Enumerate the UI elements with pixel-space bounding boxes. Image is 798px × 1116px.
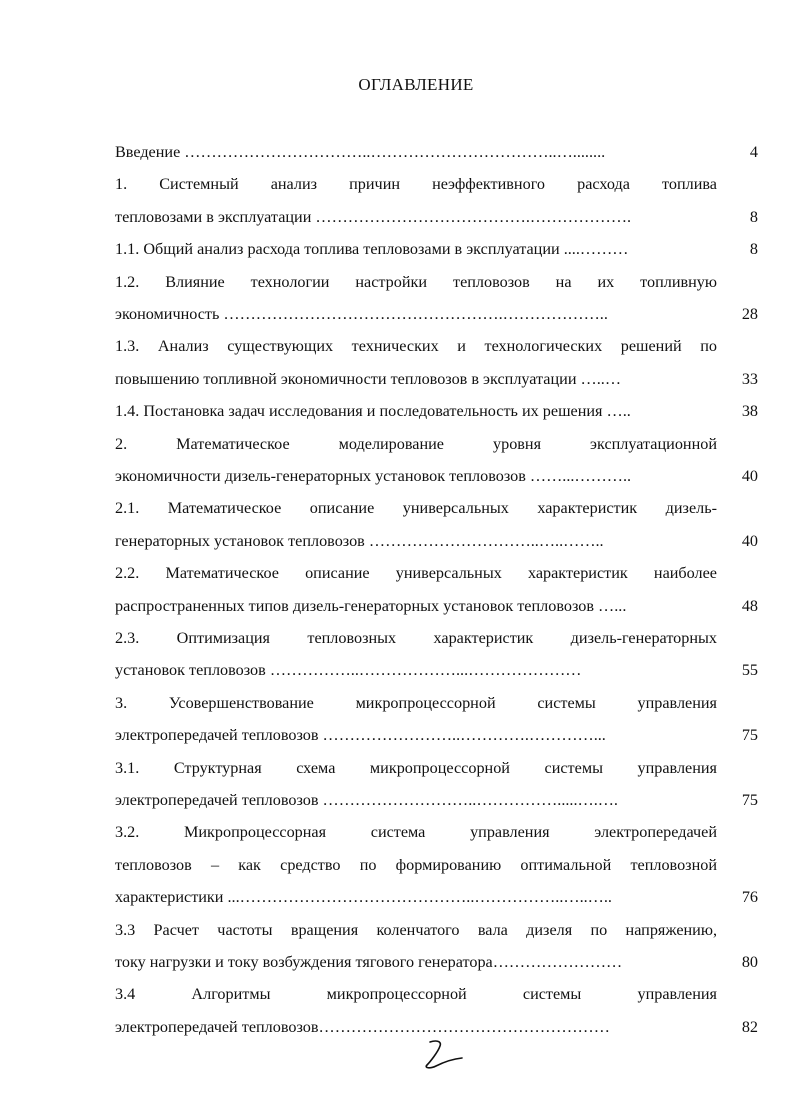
- toc-page-number: 28: [741, 305, 758, 323]
- toc-page-number: 75: [741, 791, 758, 809]
- toc-entry-line: тепловозов – как средство по формированию оптимальной тепловозной: [115, 855, 717, 874]
- toc-entry-line: 1.2. Влияние технологии настройки тепловозов на их топливную: [115, 272, 717, 291]
- toc-entry-last-line: 1.4. Постановка задач исследования и последовательность их решения …..: [115, 402, 631, 421]
- toc-entry-line: 3.3 Расчет частоты вращения коленчатого вала дизеля по напряжению,: [115, 920, 717, 939]
- toc-page-number: 48: [741, 596, 758, 615]
- toc-entry-last-line: току нагрузки и току возбуждения тягового генератора……………………: [115, 953, 623, 971]
- toc-entry-last-line: электропередачей тепловозов………………………………………………: [115, 1017, 610, 1036]
- toc-entry-line: 3.4 Алгоритмы микропроцессорной системы управления: [115, 985, 717, 1004]
- toc-entry-line: 2. Математическое моделирование уровня эксплуатационной: [115, 434, 717, 453]
- toc-page-number: 55: [741, 661, 758, 680]
- toc-entry-last-line: распространенных типов дизель-генераторных установок тепловозов …...: [115, 596, 627, 615]
- toc-entry-last-line: экономичности дизель-генераторных установок тепловозов ……...………..: [115, 467, 632, 485]
- toc-page-number: 76: [741, 888, 758, 907]
- toc-entry-line: 1. Системный анализ причин неэффективного расхода топлива: [115, 175, 717, 194]
- toc-entry-line: 3.1. Структурная схема микропроцессорной системы управления: [115, 758, 717, 777]
- toc-entry-last-line: установок тепловозов ……………..………………...…………………: [115, 661, 582, 680]
- toc-page-number: 8: [749, 207, 758, 226]
- toc-entry-last-line: экономичность …………………………………………….………………..: [115, 305, 608, 323]
- toc-entry-line: 2.3. Оптимизация тепловозных характеристик дизель-генераторных: [115, 629, 717, 647]
- toc-page-number: 40: [741, 531, 758, 550]
- toc-entry-line: 1.3. Анализ существующих технических и технологических решений по: [115, 337, 717, 356]
- toc-entry-last-line: повышению топливной экономичности тепловозов в эксплуатации …..…: [115, 369, 622, 388]
- toc-page-number: 80: [741, 953, 758, 971]
- toc-entry-last-line: электропередачей тепловозов ………………………..…………….....….….: [115, 791, 618, 809]
- toc-entry-line: 3.2. Микропроцессорная система управления электропередачей: [115, 823, 717, 842]
- toc-entry-last-line: электропередачей тепловозов ……………………..………….…………...: [115, 726, 606, 745]
- toc-page-number: 8: [749, 240, 758, 259]
- toc-entry-line: 2.1. Математическое описание универсальных характеристик дизель-: [115, 499, 717, 518]
- toc-entry-line: 3. Усовершенствование микропроцессорной системы управления: [115, 693, 717, 712]
- toc-page-number: 33: [741, 369, 758, 388]
- signature-mark: [418, 1038, 468, 1072]
- toc-entry-last-line: 1.1. Общий анализ расхода топлива тепловозами в эксплуатации ....………: [115, 240, 629, 259]
- toc-page-number: 82: [741, 1017, 758, 1036]
- toc-heading: ОГЛАВЛЕНИЕ: [358, 75, 474, 94]
- toc-entry-line: 2.2. Математическое описание универсальных характеристик наиболее: [115, 564, 717, 583]
- toc-entry-last-line: тепловозами в эксплуатации ………………………………….……………….: [115, 207, 632, 226]
- toc-page-number: 38: [741, 402, 758, 421]
- toc-entry-last-line: характеристики ...……………………………………..……………..…..…..: [115, 888, 612, 907]
- toc-page-number: 75: [741, 726, 758, 745]
- toc-entry-last-line: генераторных установок тепловозов …………………………..…..……..: [115, 531, 604, 550]
- toc-entry-last-line: Введение ……………………………..……………………………..…........: [115, 143, 606, 161]
- toc-page-number: 4: [749, 143, 758, 161]
- toc-page-number: 40: [741, 467, 758, 485]
